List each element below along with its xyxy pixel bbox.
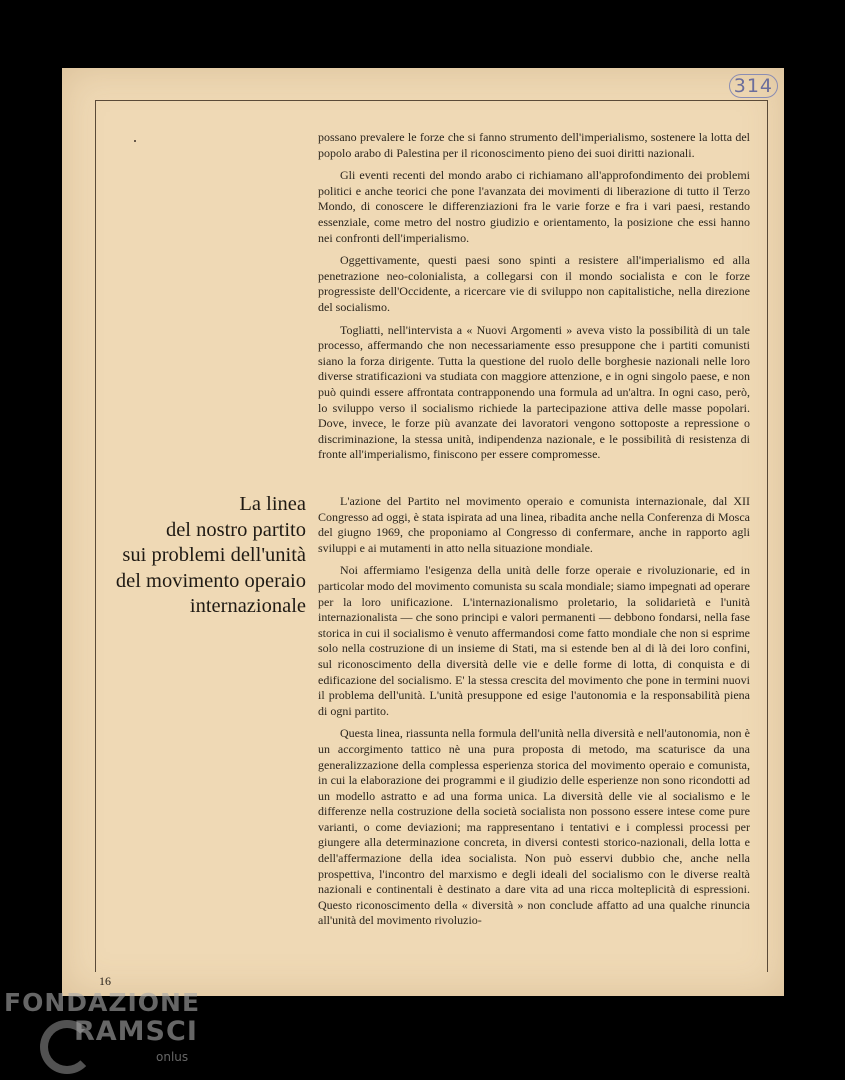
watermark-logo <box>4 988 244 1080</box>
paragraph: L'azione del Partito nel movimento operaio e comunista internazionale, dal XII Congresso ad oggi, è stata ispirata ad una linea, ribadita anche nella Conferenza di Mosca del giugno 1969, che proponiamo al Congresso di confermare, anche in rapporto agli sviluppi e ai mutamenti in atto nella situazione mondiale. <box>318 494 750 555</box>
paragraph: Oggettivamente, questi paesi sono spinti a resistere all'imperialismo ed alla penetrazione neo-colonialista, a collegarsi con il mondo socialista e con le forze progressiste dell'Occidente, a ricercare vie di sviluppo non capitalistiche, nella direzione del socialismo. <box>318 253 750 314</box>
watermark-line3: onlus <box>156 1050 189 1064</box>
heading-line: internazionale <box>189 595 306 617</box>
heading-line: del movimento operaio <box>115 569 306 592</box>
paragraph: Togliatti, nell'intervista a « Nuovi Argomenti » aveva visto la possibilità di un tale processo, affermando che non necessariamente esso presuppone che i partiti comunisti siano la forza dirigente. Tutta la questione del ruolo delle borghesie nazionali nelle loro diverse stratificazioni va studiata con maggiore attenzione, e in ogni singolo paese, e non può quindi essere affrontata contrapponendo una formula ad un'altra. In ogni caso, però, lo sviluppo verso il socialismo richiede la partecipazione attiva delle masse popolari. Dove, invece, le forze più avanzate dei lavoratori vengono sottoposte a repressione o discriminazione, la stessa unità, indipendenza nazionale, e le possibilità di resistenza di fronte all'imperialismo, finiscono per essere compromesse. <box>318 322 750 462</box>
column-top <box>318 130 750 470</box>
heading-line: del nostro partito <box>165 518 306 541</box>
paragraph: Gli eventi recenti del mondo arabo ci richiamano all'approfondimento dei problemi politici e anche teorici che pone l'avanzata dei movimenti di liberazione di tutto il Terzo Mondo, di conoscere le differenziazioni fra le varie forze e fra i vari paesi, restando essenziale, come metro del nostro giudizio e orientamento, la posizione che essi hanno nei confronti dell'imperialismo. <box>318 168 750 245</box>
watermark-line2: RAMSCI <box>74 1016 198 1047</box>
watermark-line1: FONDAZIONE <box>4 988 201 1017</box>
paragraph: possano prevalere le forze che si fanno strumento dell'imperialismo, sostenere la lotta del popolo arabo di Palestina per il riconoscimento pieno dei suoi diritti nazionali. <box>318 130 750 160</box>
ink-dot <box>134 140 136 142</box>
folio-number: 314 <box>729 74 778 98</box>
paragraph: Questa linea, riassunta nella formula dell'unità nella diversità e nell'autonomia, non è un accorgimento tattico nè una pura proposta di metodo, ma scaturisce da una generalizzazione della complessa esperienza storica del movimento operaio e comunista, in cui la elaborazione dei programmi e il giudizio delle esperienze non sono ricondotti ad un modello astratto e ad una forma unica. La diversità delle vie al socialismo e le differenze nella costruzione della società socialista non possono essere intese come pure varianti, o come deviazioni; ma rappresentano i tentativi e i complessi processi per giungere alla determinazione concreta, in diversi contesti storico-nazionali, della lotta e dell'affermazione della idea socialista. Non può esservi dubbio che, anche nella prospettiva, l'incontro del marxismo e degli ideali del socialismo con le diverse realtà nazionali e continentali è destinato a dare vita ad una ricca molteplicità di espressioni. Questo riconoscimento della « diversità » non conclude affatto ad una qualche rinuncia all'unità del movimento rivoluzio- <box>318 726 750 928</box>
document-page <box>62 68 784 996</box>
heading-line: sui problemi dell'unità <box>122 544 306 566</box>
heading-line: La linea <box>239 493 306 515</box>
section-heading <box>102 492 306 620</box>
paragraph: Noi affermiamo l'esigenza della unità delle forze operaie e rivoluzionarie, ed in particolar modo del movimento comunista su scala mondiale; siamo impegnati ad operare per la loro unificazione. L'internazionalismo proletario, la solidarietà e l'unità internazionalista — che sono principi e valori permanenti — debbono fondarsi, nella fase storica in cui il socialismo è venuto affermandosi come fatto mondiale che non si esprime solo nella costruzione di un insieme di Stati, ma si estende ben al di là dei loro confini, sul riconoscimento della diversità delle vie e delle forme di lotta, di conquista e di edificazione del socialismo. E' la stessa crescita del movimento che pone in termini nuovi il problema dell'unità. L'unità presuppone ed esige l'autonomia e la responsabilità piena di ogni partito. <box>318 563 750 718</box>
page-number: 16 <box>99 974 111 988</box>
column-bottom <box>318 494 750 936</box>
